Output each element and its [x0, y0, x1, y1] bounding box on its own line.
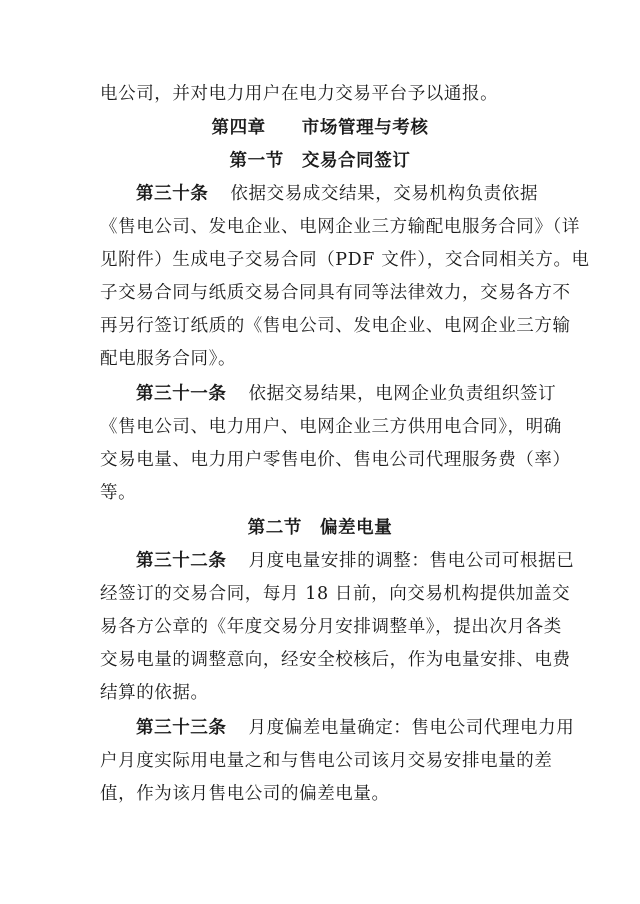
article-number: 第三十三条 — [136, 718, 227, 738]
section-number: 第一节 — [229, 151, 284, 171]
paragraph-line: 经签订的交易合同，每月 18 日前，向交易机构提供加盖交 — [100, 584, 571, 604]
article-33-first-line — [136, 716, 575, 740]
paragraph-line: 户月度实际用电量之和与售电公司该月交易安排电量的差 — [100, 751, 553, 771]
chapter-title: 市场管理与考核 — [301, 118, 429, 138]
section-title: 交易合同签订 — [301, 151, 411, 171]
section-heading — [0, 149, 640, 173]
paragraph-line: 《售电公司、电力用户、电网企业三方供用电合同》，明确 — [100, 417, 562, 437]
section-number: 第二节 — [247, 518, 302, 538]
article-text: 月度偏差电量确定：售电公司代理电力用 — [248, 718, 575, 738]
article-number: 第三十一条 — [136, 384, 227, 404]
chapter-heading — [0, 116, 640, 140]
section-title: 偏差电量 — [319, 518, 393, 538]
article-31-first-line — [136, 382, 557, 406]
article-text: 依据交易结果，电网企业负责组织签订 — [248, 384, 557, 404]
paragraph-line: 交易电量、电力用户零售电价、售电公司代理服务费（率） — [100, 450, 571, 470]
article-text: 月度电量安排的调整：售电公司可根据已 — [248, 551, 575, 571]
paragraph-line: 电公司，并对电力用户在电力交易平台予以通报。 — [100, 84, 499, 104]
article-number: 第三十条 — [136, 184, 209, 204]
paragraph-line: 再另行签订纸质的《售电公司、发电企业、电网企业三方输 — [100, 316, 571, 336]
chapter-number: 第四章 — [211, 118, 266, 138]
paragraph-line: 结算的依据。 — [100, 683, 209, 703]
paragraph-line: 《售电公司、发电企业、电网企业三方输配电服务合同》（详 — [100, 217, 580, 237]
paragraph-line: 见附件）生成电子交易合同（PDF 文件），交合同相关方。电 — [100, 250, 590, 270]
paragraph-line: 等。 — [100, 483, 137, 503]
article-text: 依据交易成交结果，交易机构负责依据 — [230, 184, 539, 204]
paragraph-line: 交易电量的调整意向，经安全校核后，作为电量安排、电费 — [100, 650, 571, 670]
section-heading — [0, 516, 640, 540]
paragraph-line: 值，作为该月售电公司的偏差电量。 — [100, 784, 390, 804]
paragraph-line: 子交易合同与纸质交易合同具有同等法律效力，交易各方不 — [100, 283, 571, 303]
article-30-first-line — [136, 182, 548, 206]
paragraph-line: 配电服务合同》。 — [100, 349, 237, 369]
article-32-first-line — [136, 549, 575, 573]
paragraph-line: 易各方公章的《年度交易分月安排调整单》，提出次月各类 — [100, 617, 562, 637]
article-number: 第三十二条 — [136, 551, 227, 571]
